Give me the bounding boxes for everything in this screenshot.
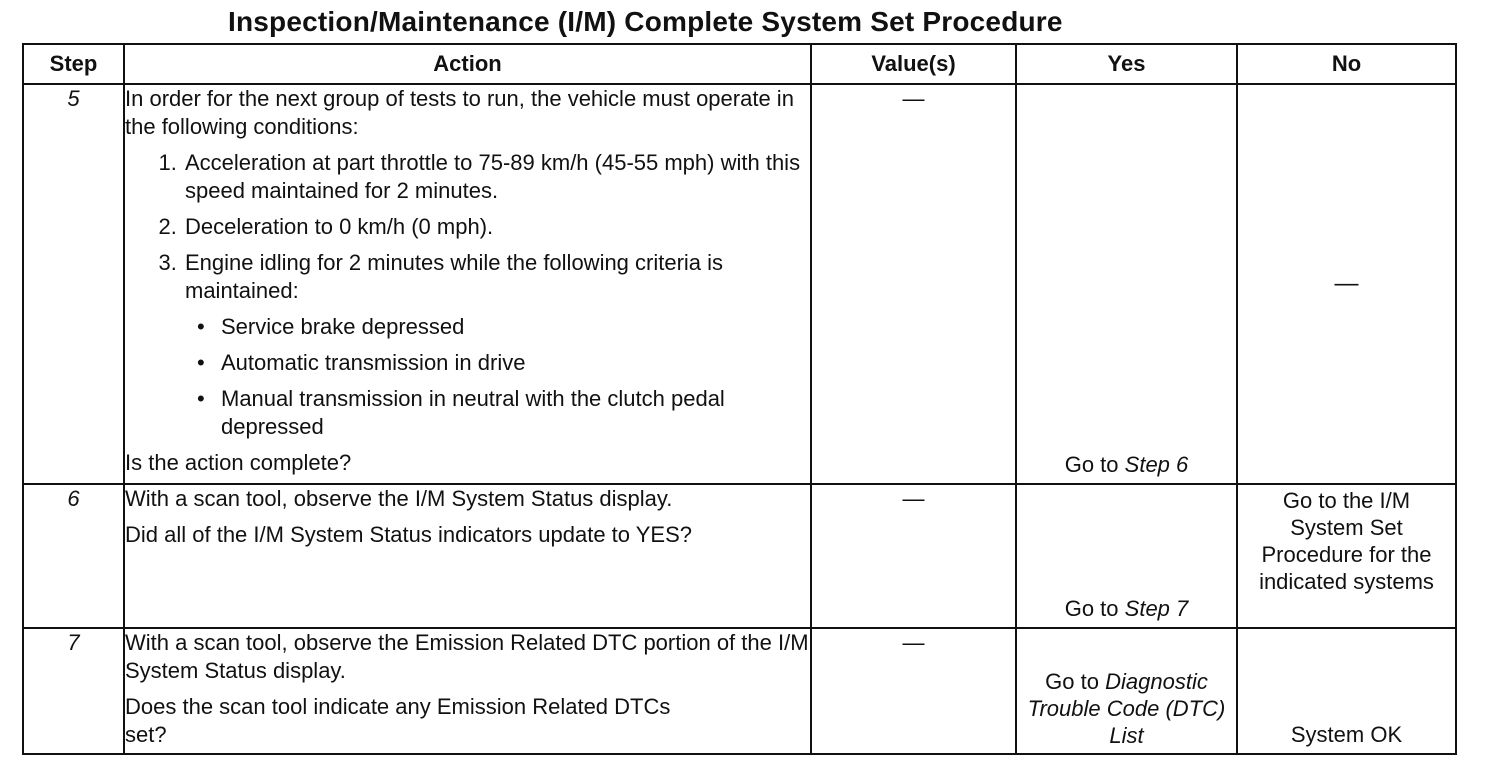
yes-cell	[1016, 628, 1237, 754]
header-yes: Yes	[1016, 44, 1237, 84]
step-number: 6	[23, 484, 124, 628]
criteria-list	[185, 313, 810, 441]
action-question: Did all of the I/M System Status indicators update to YES?	[125, 522, 692, 547]
no-cell	[1237, 484, 1456, 628]
yes-text	[1017, 668, 1236, 749]
condition-item-text: Engine idling for 2 minutes while the following criteria is maintained:	[185, 250, 724, 303]
action-intro: In order for the next group of tests to run, the vehicle must operate in the following conditions:	[125, 86, 794, 139]
action-line: With a scan tool, observe the I/M System Status display.	[125, 486, 673, 511]
page-title: Inspection/Maintenance (I/M) Complete System Set Procedure	[228, 6, 1063, 37]
yes-prefix: Go to	[1064, 452, 1119, 477]
condition-item: 1. Acceleration at part throttle to 75-89 km/h (45-55 mph) with this speed maintained for 2 minutes.	[183, 149, 810, 205]
header-no: No	[1237, 44, 1456, 84]
action-line: With a scan tool, observe the Emission Related DTC portion of the I/M System Status display.	[125, 630, 809, 683]
action-question: Is the action complete?	[125, 450, 352, 475]
step-link[interactable]: Step 7	[1124, 596, 1189, 621]
criteria-item: • Service brake depressed	[219, 313, 810, 341]
procedure-table	[22, 43, 1457, 755]
dtc-list-link[interactable]: Diagnostic Trouble Code (DTC) List	[1027, 669, 1226, 748]
header-row	[23, 44, 1456, 84]
condition-item: 2. Deceleration to 0 km/h (0 mph).	[183, 213, 810, 241]
criteria-item: • Automatic transmission in drive	[219, 349, 810, 377]
no-text: System OK	[1290, 722, 1403, 747]
header-action: Action	[124, 44, 811, 84]
header-value: Value(s)	[811, 44, 1016, 84]
action-cell	[124, 484, 811, 628]
no-text: —	[1334, 270, 1359, 297]
header-step: Step	[23, 44, 124, 84]
table-row	[23, 628, 1456, 754]
yes-prefix: Go to	[1045, 669, 1099, 694]
action-question: Does the scan tool indicate any Emission Related DTCs set?	[125, 694, 671, 747]
table-row	[23, 484, 1456, 628]
step-number: 7	[23, 628, 124, 754]
action-cell	[124, 628, 811, 754]
no-cell	[1237, 84, 1456, 484]
yes-text	[1017, 451, 1236, 479]
condition-item	[183, 249, 810, 441]
yes-cell	[1016, 484, 1237, 628]
value-cell: —	[811, 84, 1016, 484]
yes-text	[1017, 595, 1236, 623]
value-cell: —	[811, 484, 1016, 628]
no-cell	[1237, 628, 1456, 754]
criteria-item: • Manual transmission in neutral with the clutch pedal depressed	[219, 385, 810, 441]
condition-list	[125, 149, 810, 441]
step-number: 5	[23, 84, 124, 484]
action-cell	[124, 84, 811, 484]
value-cell: —	[811, 628, 1016, 754]
step-link[interactable]: Step 6	[1124, 452, 1189, 477]
yes-prefix: Go to	[1064, 596, 1119, 621]
yes-cell	[1016, 84, 1237, 484]
no-text[interactable]: Go to the I/M System Set Procedure for the indicated systems	[1259, 488, 1434, 594]
table-row	[23, 84, 1456, 484]
